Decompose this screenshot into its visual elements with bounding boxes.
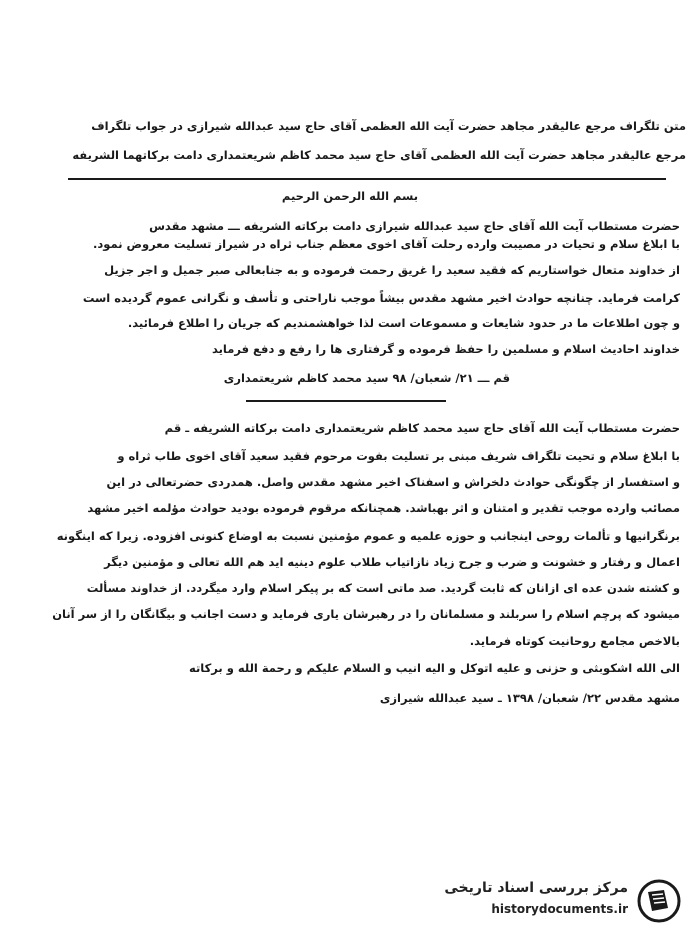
letter1-line: و چون اطلاعات ما در حدود شایعات و مسموعات است لذا خواهشمندیم که جریان را اطلاع فرمائید. bbox=[127, 316, 680, 330]
archive-watermark bbox=[430, 878, 690, 924]
letter1-line: کرامت فرماید. چنانچه حوادث اخیر مشهد مقدس بیشاً موجب ناراحتی و تأسف و نگرانی عموم گردیده است bbox=[82, 291, 680, 305]
header-line: مرجع عالیقدر مجاهد حضرت آیت الله العظمی آقای حاج سید محمد کاظم شریعتمداری دامت برکاتهما الشریفه bbox=[72, 148, 686, 162]
watermark-title: مرکز بررسی اسناد تاریخی bbox=[444, 880, 628, 896]
watermark-url: historydocuments.ir bbox=[491, 902, 628, 916]
letter1-line: خداوند احادیث اسلام و مسلمین را حفظ فرموده و گرفتاری ها را رفع و دفع فرماید bbox=[211, 342, 680, 356]
letter2-line: و استفسار از چگونگی حوادث دلخراش و اسفناک اخیر مشهد مقدس واصل. همدردی حضرتعالی در این bbox=[106, 475, 680, 489]
letter2-line: برنگرانیها و تألمات روحی اینجانب و حوزه علمیه و عموم مؤمنین نسبت به اوضاع کنونی افزوده. زیرا که اینگونه bbox=[56, 529, 680, 543]
letters-divider bbox=[246, 400, 446, 402]
basmala: بسم الله الرحمن الرحیم bbox=[281, 189, 419, 203]
letter2-line: بالاخص مجامع روحانیت کوتاه فرماید. bbox=[469, 634, 680, 648]
letter2-line: حضرت مستطاب آیت الله آقای حاج سید محمد کاظم شریعتمداری دامت برکاته الشریفه ـ قم bbox=[164, 421, 680, 435]
document-archive-logo-icon bbox=[634, 878, 684, 924]
signature-2: مشهد مقدس ۲۲/ شعبان/ ۱۳۹۸ ـ سید عبدالله شیرازی bbox=[379, 691, 680, 705]
letter2-line: میشود که پرچم اسلام را سربلند و مسلمانان را در رهبرشان یاری فرماید و دست اجانب و بیگانگان را از سر آنان bbox=[52, 607, 680, 621]
letter2-line: با ابلاغ سلام و تحیت تلگراف شریف مبنی بر تسلیت بفوت مرحوم فقید سعید آقای اخوی طاب ثراه و bbox=[117, 449, 680, 463]
letter1-line: حضرت مستطاب آیت الله آقای حاج سید عبدالله شیرازی دامت برکاته الشریفه ـــ مشهد مقدس bbox=[149, 219, 680, 233]
letter2-line: اعمال و رفتار و خشونت و ضرب و جرح زیاد نازاتیاب طلاب علوم دینیه اید هم الله تعالی و مؤمنین دیگر bbox=[104, 555, 680, 569]
signature-1: قم ـــ ۲۱/ شعبان/ ۹۸ سید محمد کاظم شریعتمداری bbox=[223, 371, 510, 385]
header-divider bbox=[68, 178, 666, 180]
letter2-line: و کشته شدن عده ای ازانان که ثابت گردید. صد ماتی است که بر پیکر اسلام وارد میگردد. از خداوند مسألت bbox=[86, 581, 680, 595]
letter1-line: با ابلاغ سلام و تحیات در مصیبت وارده رحلت آقای اخوی معظم جناب ثراه در شیراز تسلیت معروض نمود. bbox=[93, 237, 680, 251]
header-line: متن تلگراف مرجع عالیقدر مجاهد حضرت آیت الله العظمی آقای حاج سید عبدالله شیرازی در جواب تلگراف bbox=[91, 119, 686, 133]
closing-line: الی الله اشکوبثی و حزنی و علیه اتوکل و الیه انیب و السلام علیکم و رحمة الله و برکاته bbox=[188, 661, 680, 675]
letter2-line: مصائب وارده موجب تقدیر و امتنان و اثر بهباشد. همچنانکه مرقوم فرموده بودید حوادث مؤلمه اخیر مشهد bbox=[87, 501, 680, 515]
letter1-line: از خداوند متعال خواستاریم که فقید سعید را غریق رحمت فرموده و به جنابعالی صبر جمیل و اجر جزیل bbox=[104, 263, 680, 277]
